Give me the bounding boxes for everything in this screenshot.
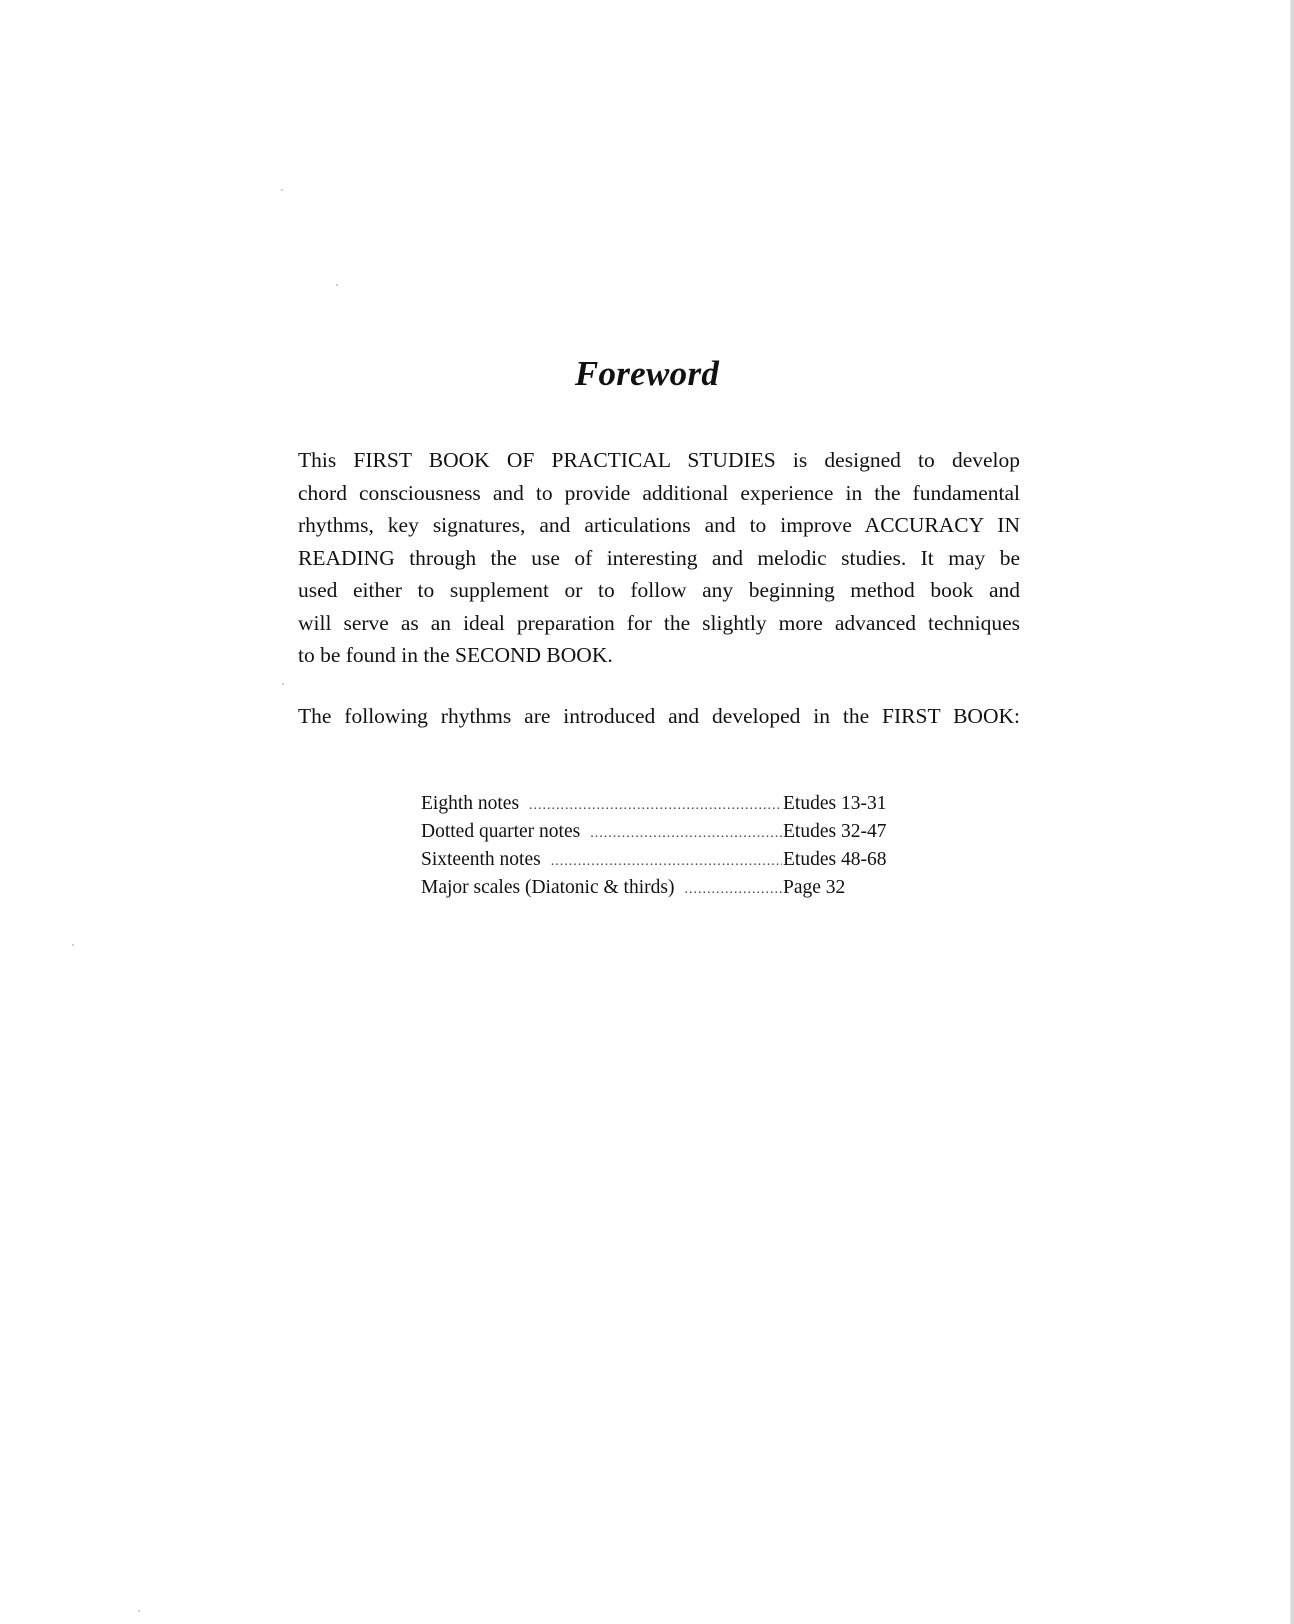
paragraph-line: to be found in the SECOND BOOK. [298,643,613,667]
contents-entry [421,790,901,818]
contents-label: Sixteenth notes [421,849,541,870]
contents-label: Major scales (Diatonic & thirds) [421,877,675,898]
scan-speck [281,189,283,191]
contents-ref: Page 32 [783,877,846,898]
dot-leader [684,876,782,904]
contents-ref: Etudes 32-47 [783,821,887,842]
paragraph-line: chord consciousness and to provide additional experience in the fundamental [298,480,1020,505]
contents-label: Dotted quarter notes [421,821,581,842]
contents-ref: Etudes 48-68 [783,849,887,870]
scan-speck [282,683,284,685]
dot-leader [590,820,782,848]
page-edge-shadow [1290,0,1294,1624]
paragraph-line: READING through the use of interesting and melodic studies. It may be [298,545,1020,570]
paragraph-line: rhythms, key signatures, and articulations and to improve ACCURACY IN [298,513,1020,537]
scan-speck [138,1610,140,1612]
paragraph-line: will serve as an ideal preparation for the slightly more advanced techniques [298,610,1020,635]
rhythm-contents-list [421,790,901,902]
dot-leader [529,792,782,820]
contents-ref: Etudes 13-31 [783,793,887,814]
contents-entry [421,846,901,874]
scan-speck [72,944,74,946]
paragraph-line: This FIRST BOOK OF PRACTICAL STUDIES is designed to develop [298,448,1020,472]
foreword-paragraph [298,444,1020,672]
scan-speck [336,284,338,286]
paragraph-line: used either to supplement or to follow any beginning method book and [298,578,1020,602]
page-title: Foreword [574,354,720,393]
contents-entry [421,818,901,846]
rhythms-intro-paragraph: The following rhythms are introduced and developed in the FIRST BOOK: [298,704,1020,728]
contents-entry [421,874,901,902]
contents-label: Eighth notes [421,793,520,814]
dot-leader [551,848,782,876]
